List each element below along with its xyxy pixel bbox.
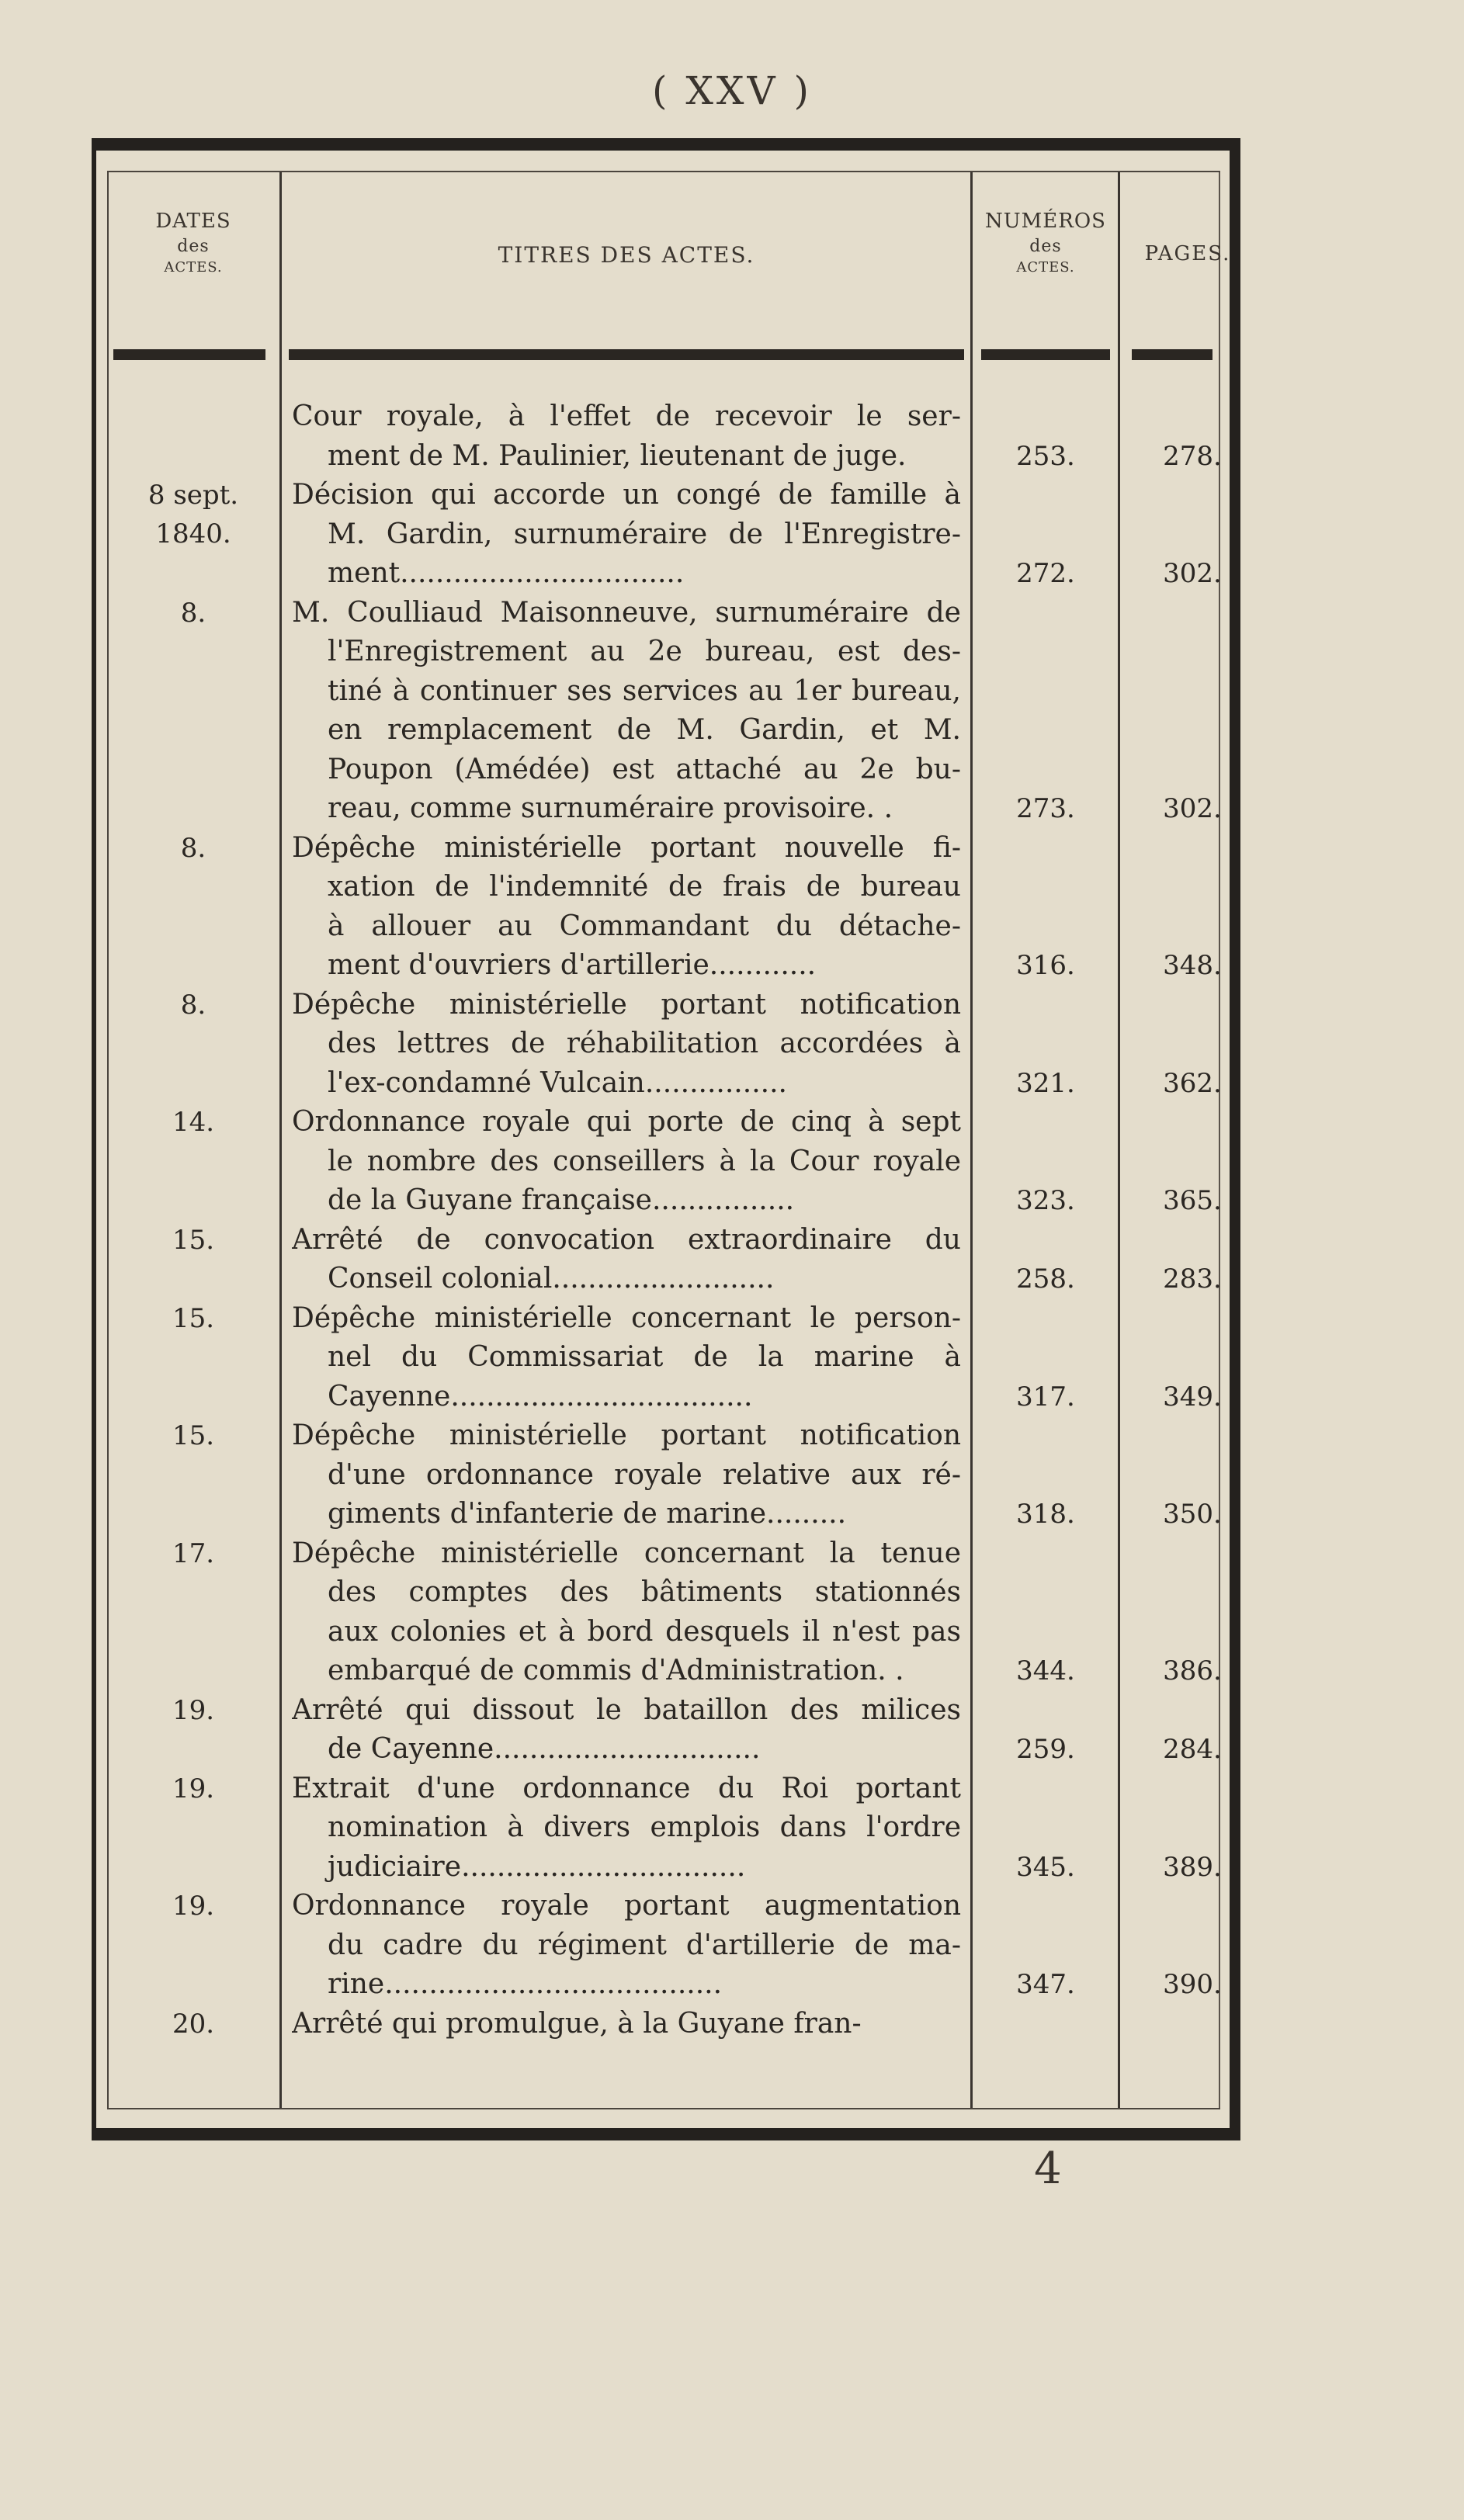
title-line: Conseil colonial......................... — [328, 1263, 775, 1295]
title-cell — [292, 1221, 961, 1299]
title-line: Extrait d'une ordonnance du Roi portant — [292, 1772, 961, 1804]
title-cell — [292, 1534, 961, 1691]
header-numeros — [975, 208, 1116, 277]
title-line: l'Enregistrement au 2e bureau, est des- — [328, 636, 961, 667]
title-line: Arrêté qui dissout le bataillon des milices — [292, 1693, 961, 1726]
table-frame — [92, 138, 1240, 2140]
title-line: Ordonnance royale portant augmentation — [292, 1890, 961, 1922]
page-cell: 302. — [1163, 558, 1222, 589]
date-cell: 17. — [172, 1537, 215, 1569]
numero-cell: 317. — [1016, 1381, 1075, 1413]
title-line: Dépêche ministérielle portant nouvelle fi- — [292, 831, 961, 864]
title-line: de la Guyane française................ — [328, 1184, 795, 1216]
date-cell: 8. — [180, 832, 206, 864]
header-rule — [1132, 349, 1212, 360]
date-cell: 20. — [172, 2008, 215, 2040]
page-cell: 362. — [1163, 1067, 1222, 1099]
title-line: Dépêche ministérielle portant notification — [292, 988, 961, 1021]
page-cell: 348. — [1163, 950, 1222, 981]
numero-cell: 345. — [1016, 1851, 1075, 1883]
numero-cell: 259. — [1016, 1734, 1075, 1765]
page-cell: 386. — [1163, 1655, 1222, 1686]
header-rule — [113, 349, 265, 360]
title-cell — [292, 986, 961, 1104]
header-numeros-line2: des — [1029, 237, 1062, 257]
numero-cell: 253. — [1016, 440, 1075, 472]
title-line: Cayenne.................................. — [328, 1380, 753, 1413]
title-line: aux colonies et à bord desquels il n'est pas — [328, 1615, 961, 1648]
date-cell: 15. — [172, 1420, 215, 1451]
title-cell — [292, 397, 961, 476]
page-cell: 284. — [1163, 1734, 1222, 1765]
date-cell: 8 sept. 1840. — [147, 480, 239, 549]
title-line: Dépêche ministérielle concernant la tenue — [292, 1537, 961, 1569]
title-line: rine...................................... — [328, 1968, 723, 2000]
title-line: de Cayenne.............................. — [328, 1733, 761, 1765]
numero-cell: 318. — [1016, 1499, 1075, 1530]
title-line: nel du Commissariat de la marine à — [328, 1341, 961, 1373]
numero-cell: 316. — [1016, 950, 1075, 981]
title-line: Dépêche ministérielle concernant le person- — [292, 1302, 961, 1334]
title-line: Poupon (Amédée) est attaché au 2e bu- — [328, 753, 961, 785]
title-cell — [292, 1299, 961, 1417]
title-line: ment................................ — [328, 557, 685, 589]
title-line: des comptes des bâtiments stationnés — [328, 1576, 961, 1608]
date-cell: 19. — [172, 1773, 215, 1804]
date-cell: 8. — [180, 597, 206, 629]
header-pages: PAGES. — [1144, 242, 1231, 265]
title-cell — [292, 2005, 961, 2044]
date-cell: 14. — [172, 1107, 215, 1138]
title-line: Cour royale, à l'effet de recevoir le ser- — [292, 400, 961, 432]
numero-cell: 273. — [1016, 793, 1075, 824]
title-cell — [292, 829, 961, 986]
title-line: ment de M. Paulinier, lieutenant de juge. — [328, 439, 907, 472]
header-dates — [116, 208, 270, 277]
column-divider — [970, 172, 973, 2108]
numero-cell: 323. — [1016, 1185, 1075, 1216]
header-dates-line1: DATES — [155, 210, 231, 233]
header-rule — [289, 349, 964, 360]
date-cell: 19. — [172, 1891, 215, 1922]
numero-cell: 347. — [1016, 1969, 1075, 2000]
title-line: giments d'infanterie de marine......... — [328, 1498, 847, 1530]
title-line: à allouer au Commandant du détache- — [328, 910, 961, 942]
column-divider — [279, 172, 282, 2108]
title-line: embarqué de commis d'Administration. . — [328, 1655, 904, 1686]
title-line: Ordonnance royale qui porte de cinq à sept — [292, 1106, 961, 1138]
page-signature: 4 — [1034, 2144, 1062, 2194]
title-line: le nombre des conseillers à la Cour royale — [328, 1145, 961, 1177]
page-header: ( XXV ) — [651, 68, 813, 113]
title-line: M. Gardin, surnuméraire de l'Enregistre- — [328, 518, 961, 550]
title-line: d'une ordonnance royale relative aux ré- — [328, 1458, 961, 1491]
column-divider — [1118, 172, 1120, 2108]
title-cell — [292, 1691, 961, 1770]
title-cell — [292, 594, 961, 829]
date-cell: 15. — [172, 1224, 215, 1256]
page-cell: 349. — [1163, 1381, 1222, 1413]
date-cell: 8. — [180, 989, 206, 1021]
numero-cell: 344. — [1016, 1655, 1075, 1686]
title-line: nomination à divers emplois dans l'ordre — [328, 1811, 961, 1843]
title-line: xation de l'indemnité de frais de bureau — [328, 871, 961, 903]
page-cell: 390. — [1163, 1969, 1222, 2000]
title-line: des lettres de réhabilitation accordées à — [328, 1028, 961, 1059]
header-numeros-line1: NUMÉROS — [985, 210, 1106, 233]
title-line: M. Coulliaud Maisonneuve, surnuméraire de — [292, 596, 961, 629]
page-cell: 302. — [1163, 793, 1222, 824]
numero-cell: 321. — [1016, 1067, 1075, 1099]
title-line: Arrêté de convocation extraordinaire du — [292, 1223, 961, 1256]
title-line: reau, comme surnuméraire provisoire. . — [328, 792, 893, 824]
page-cell: 278. — [1163, 440, 1222, 472]
title-line: ment d'ouvriers d'artillerie............ — [328, 949, 817, 981]
title-line: Décision qui accorde un congé de famille à — [292, 479, 961, 511]
title-cell — [292, 476, 961, 594]
title-line: du cadre du régiment d'artillerie de ma- — [328, 1929, 961, 1961]
title-line: tiné à continuer ses services au 1er bureau, — [328, 674, 961, 707]
title-cell — [292, 1770, 961, 1887]
page-cell: 350. — [1163, 1499, 1222, 1530]
title-line: l'ex-condamné Vulcain................ — [328, 1066, 787, 1099]
title-cell — [292, 1887, 961, 2005]
header-titles: TITRES DES ACTES. — [498, 242, 755, 268]
table — [107, 171, 1231, 2109]
title-cell — [292, 1103, 961, 1221]
header-dates-line2: des — [177, 237, 210, 257]
header-rule — [981, 349, 1110, 360]
page-cell: 365. — [1163, 1185, 1222, 1216]
header-dates-line3: ACTES. — [164, 258, 223, 276]
title-line: judiciaire................................ — [328, 1850, 746, 1883]
header-numeros-line3: ACTES. — [1016, 258, 1075, 276]
title-line: en remplacement de M. Gardin, et M. — [328, 714, 961, 746]
title-line: Arrêté qui promulgue, à la Guyane fran- — [292, 2007, 862, 2040]
date-cell: 19. — [172, 1694, 215, 1726]
numero-cell: 258. — [1016, 1263, 1075, 1295]
date-cell: 15. — [172, 1302, 215, 1334]
page-cell: 283. — [1163, 1263, 1222, 1295]
page-cell: 389. — [1163, 1851, 1222, 1883]
title-line: Dépêche ministérielle portant notification — [292, 1419, 961, 1451]
title-cell — [292, 1416, 961, 1534]
numero-cell: 272. — [1016, 558, 1075, 589]
